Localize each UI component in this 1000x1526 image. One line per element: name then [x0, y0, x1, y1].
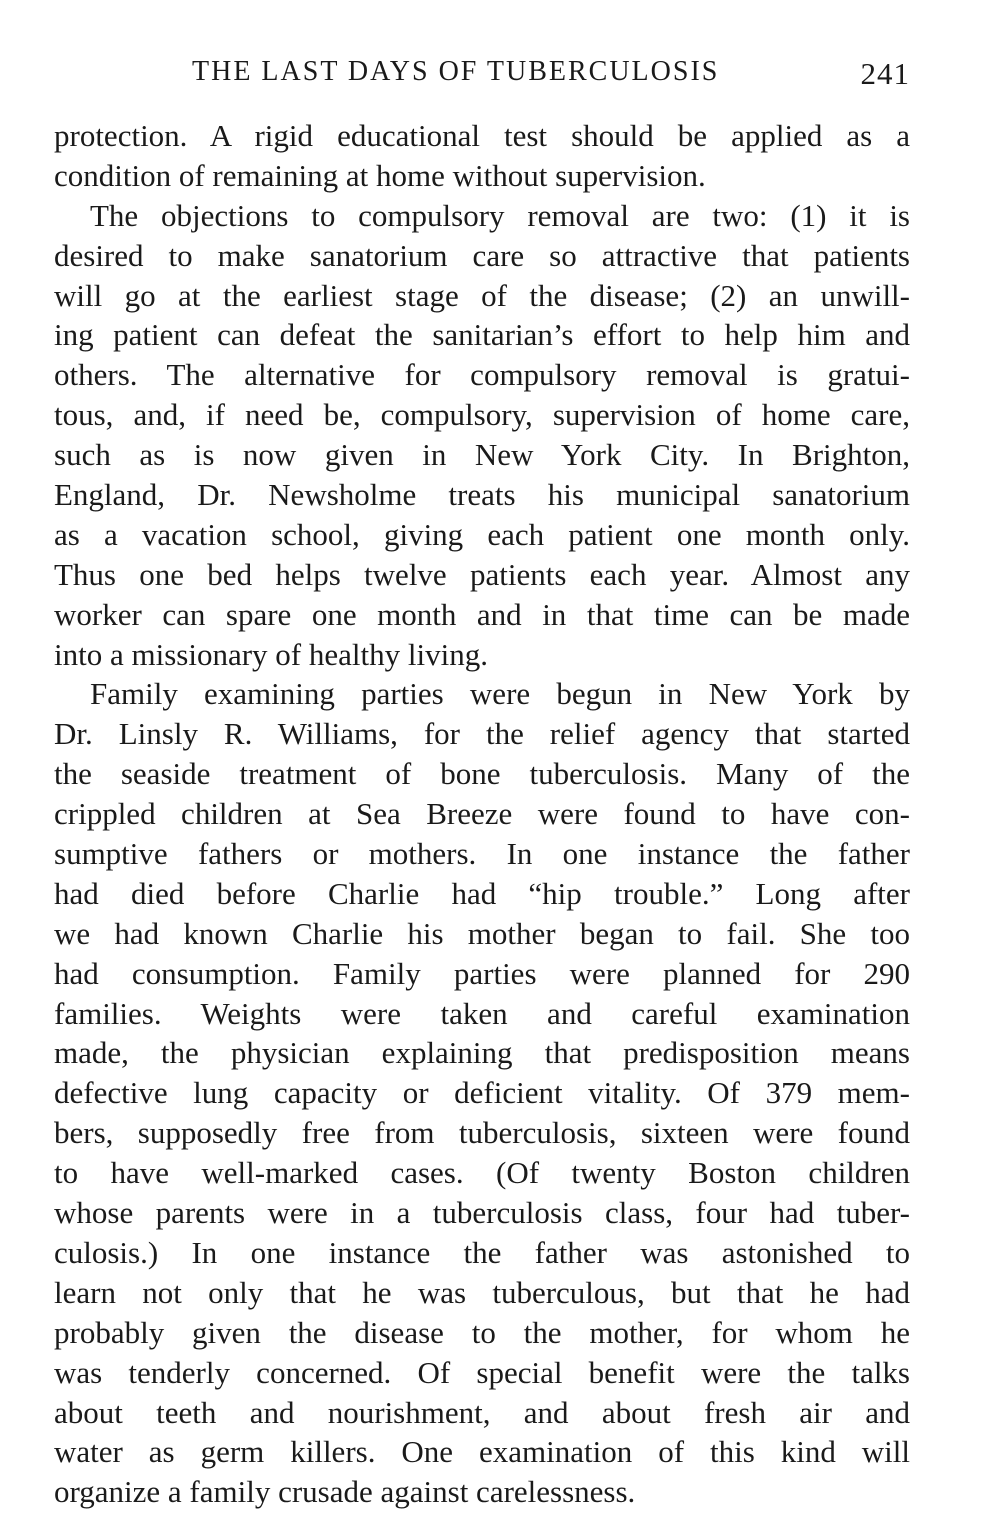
text-line: made, the physician explaining that predisposition means — [54, 1035, 910, 1071]
text-line: water as germ killers. One examination of this kind will — [54, 1434, 910, 1470]
text-line: had consumption. Family parties were planned for 290 — [54, 955, 910, 991]
text-line: worker can spare one month and in that time can be made — [54, 596, 910, 632]
text-line: culosis.) In one instance the father was astonished to — [54, 1234, 910, 1270]
text-line: Thus one bed helps twelve patients each year. Almost any — [54, 556, 910, 592]
text-line: bers, supposedly free from tuberculosis, sixteen were found — [54, 1115, 910, 1151]
text-line: was tenderly concerned. Of special benefit were the talks — [54, 1354, 910, 1390]
text-line: into a missionary of healthy living. — [54, 636, 488, 672]
text-line: Family examining parties were begun in New York by — [90, 676, 910, 712]
text-line: England, Dr. Newsholme treats his municipal sanatorium — [54, 477, 910, 513]
page-header — [54, 54, 910, 94]
text-line: condition of remaining at home without supervision. — [54, 157, 706, 193]
text-line: Dr. Linsly R. Williams, for the relief agency that started — [54, 716, 910, 752]
text-line: had died before Charlie had “hip trouble.” Long after — [54, 875, 910, 911]
text-line: to have well-marked cases. (Of twenty Boston children — [54, 1155, 910, 1191]
text-line: defective lung capacity or deficient vitality. Of 379 mem- — [54, 1075, 910, 1111]
page-number: 241 — [860, 56, 910, 91]
text-line: such as is now given in New York City. In Brighton, — [54, 437, 910, 473]
text-line: protection. A rigid educational test should be applied as a — [54, 118, 910, 153]
text-line: The objections to compulsory removal are two: (1) it is — [90, 197, 910, 233]
text-line: sumptive fathers or mothers. In one instance the father — [54, 836, 910, 872]
text-line: organize a family crusade against carelessness. — [54, 1474, 636, 1510]
text-line: others. The alternative for compulsory removal is gratui- — [54, 357, 910, 393]
text-line: ing patient can defeat the sanitarian’s effort to help him and — [54, 317, 910, 353]
text-line: tous, and, if need be, compulsory, supervision of home care, — [54, 397, 910, 433]
text-line: whose parents were in a tuberculosis class, four had tuber- — [54, 1195, 910, 1231]
text-line: about teeth and nourishment, and about fresh air and — [54, 1394, 910, 1430]
text-line: will go at the earliest stage of the disease; (2) an unwill- — [54, 277, 910, 313]
text-line: as a vacation school, giving each patient one month only. — [54, 516, 910, 552]
text-line: families. Weights were taken and careful examination — [54, 995, 910, 1031]
text-line: learn not only that he was tuberculous, but that he had — [54, 1274, 910, 1310]
text-line: we had known Charlie his mother began to fail. She too — [54, 915, 910, 951]
text-line: desired to make sanatorium care so attractive that patients — [54, 237, 910, 273]
text-line: crippled children at Sea Breeze were found to have con- — [54, 796, 910, 832]
body-text — [54, 116, 910, 1512]
text-line: the seaside treatment of bone tuberculosis. Many of the — [54, 756, 910, 792]
text-line: probably given the disease to the mother, for whom he — [54, 1314, 910, 1350]
running-head: THE LAST DAYS OF TUBERCULOSIS — [192, 56, 720, 87]
